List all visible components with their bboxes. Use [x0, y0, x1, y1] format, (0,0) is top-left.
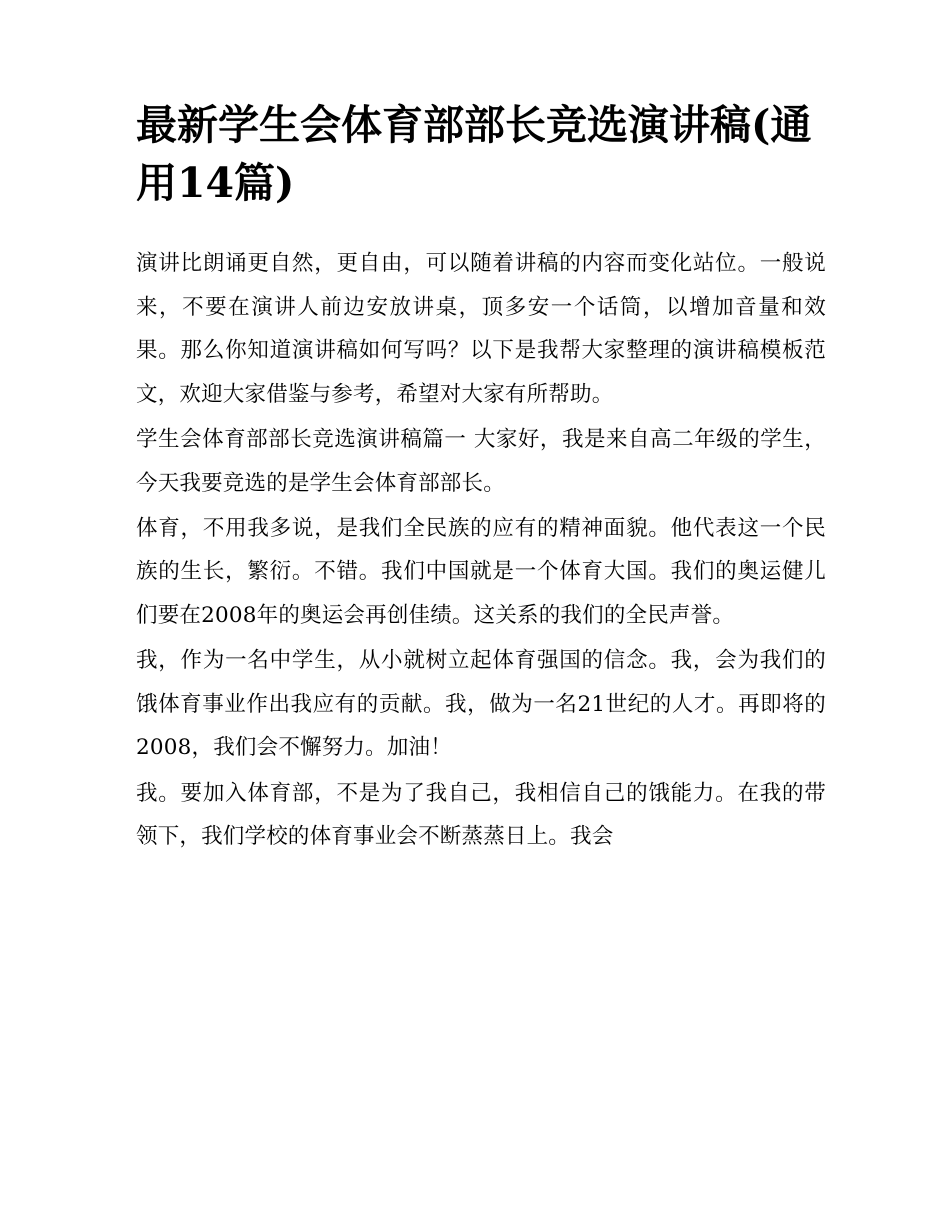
paragraph-4: 我，作为一名中学生，从小就树立起体育强国的信念。我，会为我们的饿体育事业作出我应有的贡献。我，做为一名21世纪的人才。再即将的2008，我们会不懈努力。加油！ [136, 648, 826, 761]
paragraph-3: 体育，不用我多说，是我们全民族的应有的精神面貌。他代表这一个民族的生长，繁衍。不错。我们中国就是一个体育大国。我们的奥运健儿们要在2008年的奥运会再创佳绩。这关系的我们的全民声誉。 [136, 515, 826, 628]
paragraph-5: 我。要加入体育部，不是为了我自己，我相信自己的饿能力。在我的带领下，我们学校的体育事业会不断蒸蒸日上。我会 [136, 780, 826, 849]
paragraph-1: 演讲比朗诵更自然，更自由，可以随着讲稿的内容而变化站位。一般说来，不要在演讲人前边安放讲桌，顶多安一个话筒，以增加音量和效果。那么你知道演讲稿如何写吗？以下是我帮大家整理的演讲稿模板范文，欢迎大家借鉴与参考，希望对大家有所帮助。 [136, 251, 826, 407]
document-title: 最新学生会体育部部长竞选演讲稿(通用14篇) [136, 101, 812, 208]
document-body [136, 96, 826, 860]
paragraph-2: 学生会体育部部长竞选演讲稿篇一 大家好，我是来自高二年级的学生，今天我要竞选的是学生会体育部部长。 [136, 427, 826, 496]
